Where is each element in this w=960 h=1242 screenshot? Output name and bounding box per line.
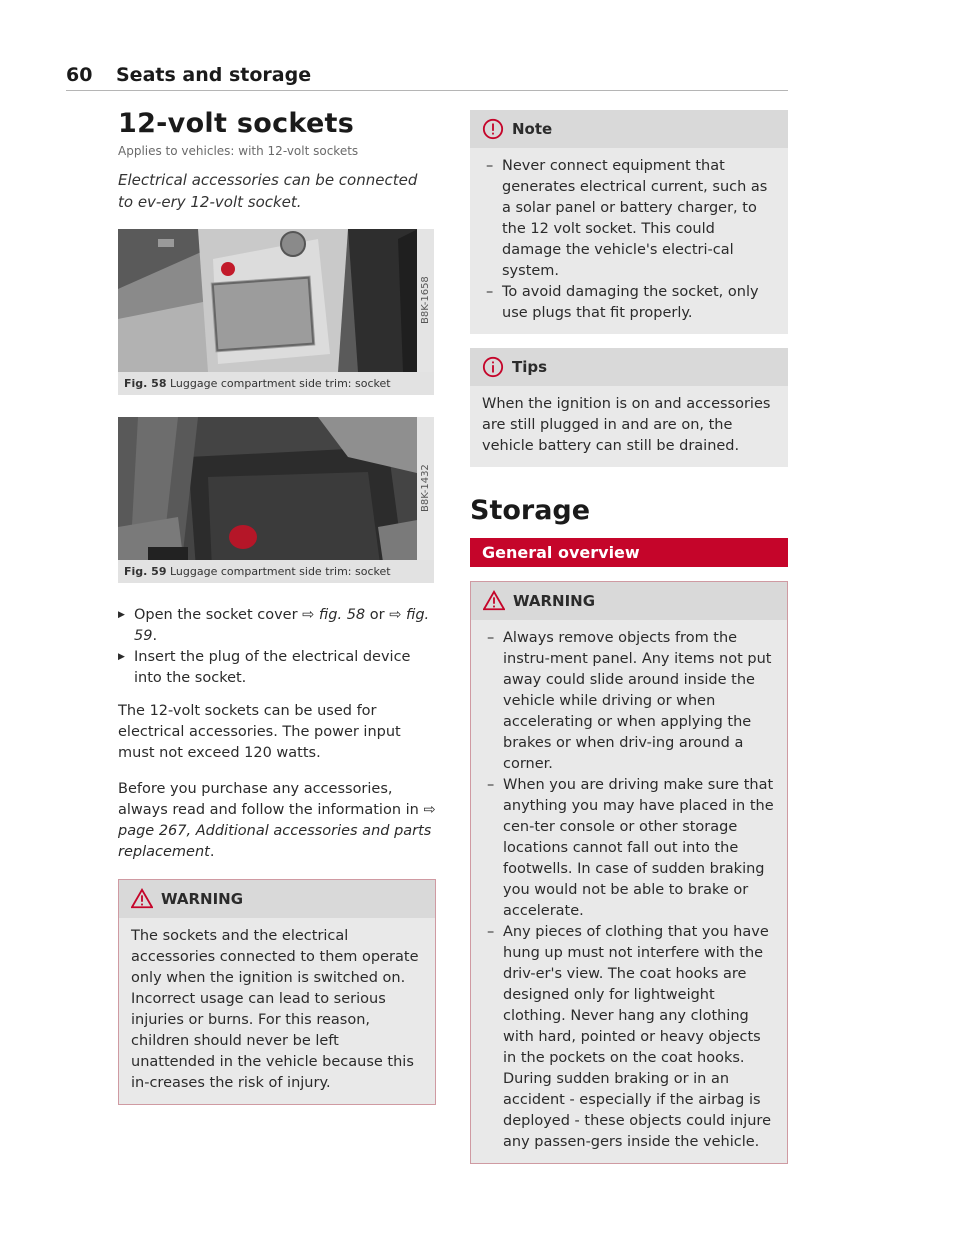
left-column (118, 108, 436, 1105)
fig-59-link[interactable]: ⇨ fig. 59 (134, 607, 430, 644)
storage-heading: Storage (470, 495, 591, 526)
figure-58 (118, 229, 436, 395)
info-icon (482, 356, 504, 378)
warning-header (471, 582, 787, 620)
figure-59 (118, 417, 436, 583)
figure-58-label: Fig. 58 (124, 377, 167, 390)
note-item: – To avoid damaging the socket, only use plugs that fit properly. (486, 284, 759, 321)
warning-item: – Always remove objects from the instru-ment panel. Any items not put away could slide around inside the vehicle while driving or when accelerating or when applying the brakes or when driv-ing around a corner. (487, 630, 772, 772)
page-267-link[interactable]: ⇨ page 267, Additional accessories and parts replacement (118, 801, 436, 860)
tips-header (470, 348, 788, 386)
step-arrow-icon: ▶ (118, 610, 125, 620)
warning-header (119, 880, 435, 918)
figure-58-photo (118, 229, 434, 372)
note-label: Note (512, 120, 553, 138)
figure-58-code: B8K-1658 (417, 229, 434, 372)
fig-58-link[interactable]: ⇨ fig. 58 (302, 607, 366, 623)
note-icon (482, 118, 504, 140)
warning-item: – When you are driving make sure that anything you may have placed in the cen-ter console or other storage locations cannot fall out into the footwells. In case of sudden braking you would not be able to brake or accelerate. (487, 777, 774, 919)
applies-note: Applies to vehicles: with 12-volt sockets (118, 144, 359, 158)
luggage-trim-photo-2 (118, 417, 434, 560)
figure-59-photo (118, 417, 434, 560)
warning-text: The sockets and the electrical accessories connected to them operate only when the ignition is switched on. Incorrect usage can lead to serious injuries or burns. For this reason, children should never be left unattended in the vehicle because this in-creases the risk of injury. (131, 927, 419, 1091)
figure-59-label: Fig. 59 (124, 565, 167, 578)
warning-box-storage (470, 581, 788, 1164)
tips-body (470, 386, 788, 467)
general-overview-bar: General overview (470, 538, 788, 567)
figure-58-caption (118, 372, 434, 395)
tips-box (470, 348, 788, 467)
warning-label: WARNING (161, 889, 244, 908)
section-heading-12v: 12-volt sockets (118, 108, 355, 139)
body-paragraph-accessories: Before you purchase any accessories, always read and follow the information in ⇨ page 267, Additional accessories and parts replacement. (118, 780, 436, 860)
warning-label: WARNING (513, 592, 596, 610)
warning-triangle-icon (483, 590, 505, 612)
note-body (470, 148, 788, 334)
tips-text: When the ignition is on and accessories are still plugged in and are on, the vehicle battery can still be drained. (482, 396, 771, 454)
section-title: Seats and storage (116, 64, 312, 86)
warning-item: – Any pieces of clothing that you have hung up must not interfere with the driv-er's view. The coat hooks are designed only for lightweight clothing. Never hang any clothing with hard, pointed or heavy objects in the pockets on the coat hooks. During sudden braking or in an accident - especially if the airbag is deployed - these objects could injure any passen-gers inside the vehicle. (487, 924, 771, 1150)
tips-label: Tips (512, 358, 548, 376)
figure-59-caption-text: Luggage compartment side trim: socket (169, 565, 391, 578)
warning-body (119, 918, 435, 1104)
page-number: 60 (66, 64, 93, 86)
body-paragraph: The 12-volt sockets can be used for electrical accessories. The power input must not exceed 120 watts. (118, 703, 401, 761)
intro-text: Electrical accessories can be connected to ev-ery 12-volt socket. (118, 171, 418, 211)
warning-triangle-icon (131, 888, 153, 910)
warning-box (118, 879, 436, 1105)
warning-body (471, 620, 787, 1163)
step-arrow-icon: ▶ (118, 652, 125, 662)
figure-59-code: B8K-1432 (417, 417, 434, 560)
instruction-step: ▶ Insert the plug of the electrical device into the socket. (118, 649, 411, 686)
page-header (66, 62, 788, 91)
luggage-trim-photo-1 (118, 229, 434, 372)
figure-59-caption (118, 560, 434, 583)
instruction-step: ▶ Open the socket cover ⇨ fig. 58 or ⇨ fig. 59. (118, 607, 430, 644)
instruction-steps (118, 605, 436, 689)
right-column (470, 110, 788, 1164)
note-header (470, 110, 788, 148)
note-item: – Never connect equipment that generates electrical current, such as a solar panel or battery charger, to the 12 volt socket. This could damage the vehicle's electri-cal system. (486, 158, 768, 279)
note-box (470, 110, 788, 334)
figure-58-caption-text: Luggage compartment side trim: socket (169, 377, 391, 390)
